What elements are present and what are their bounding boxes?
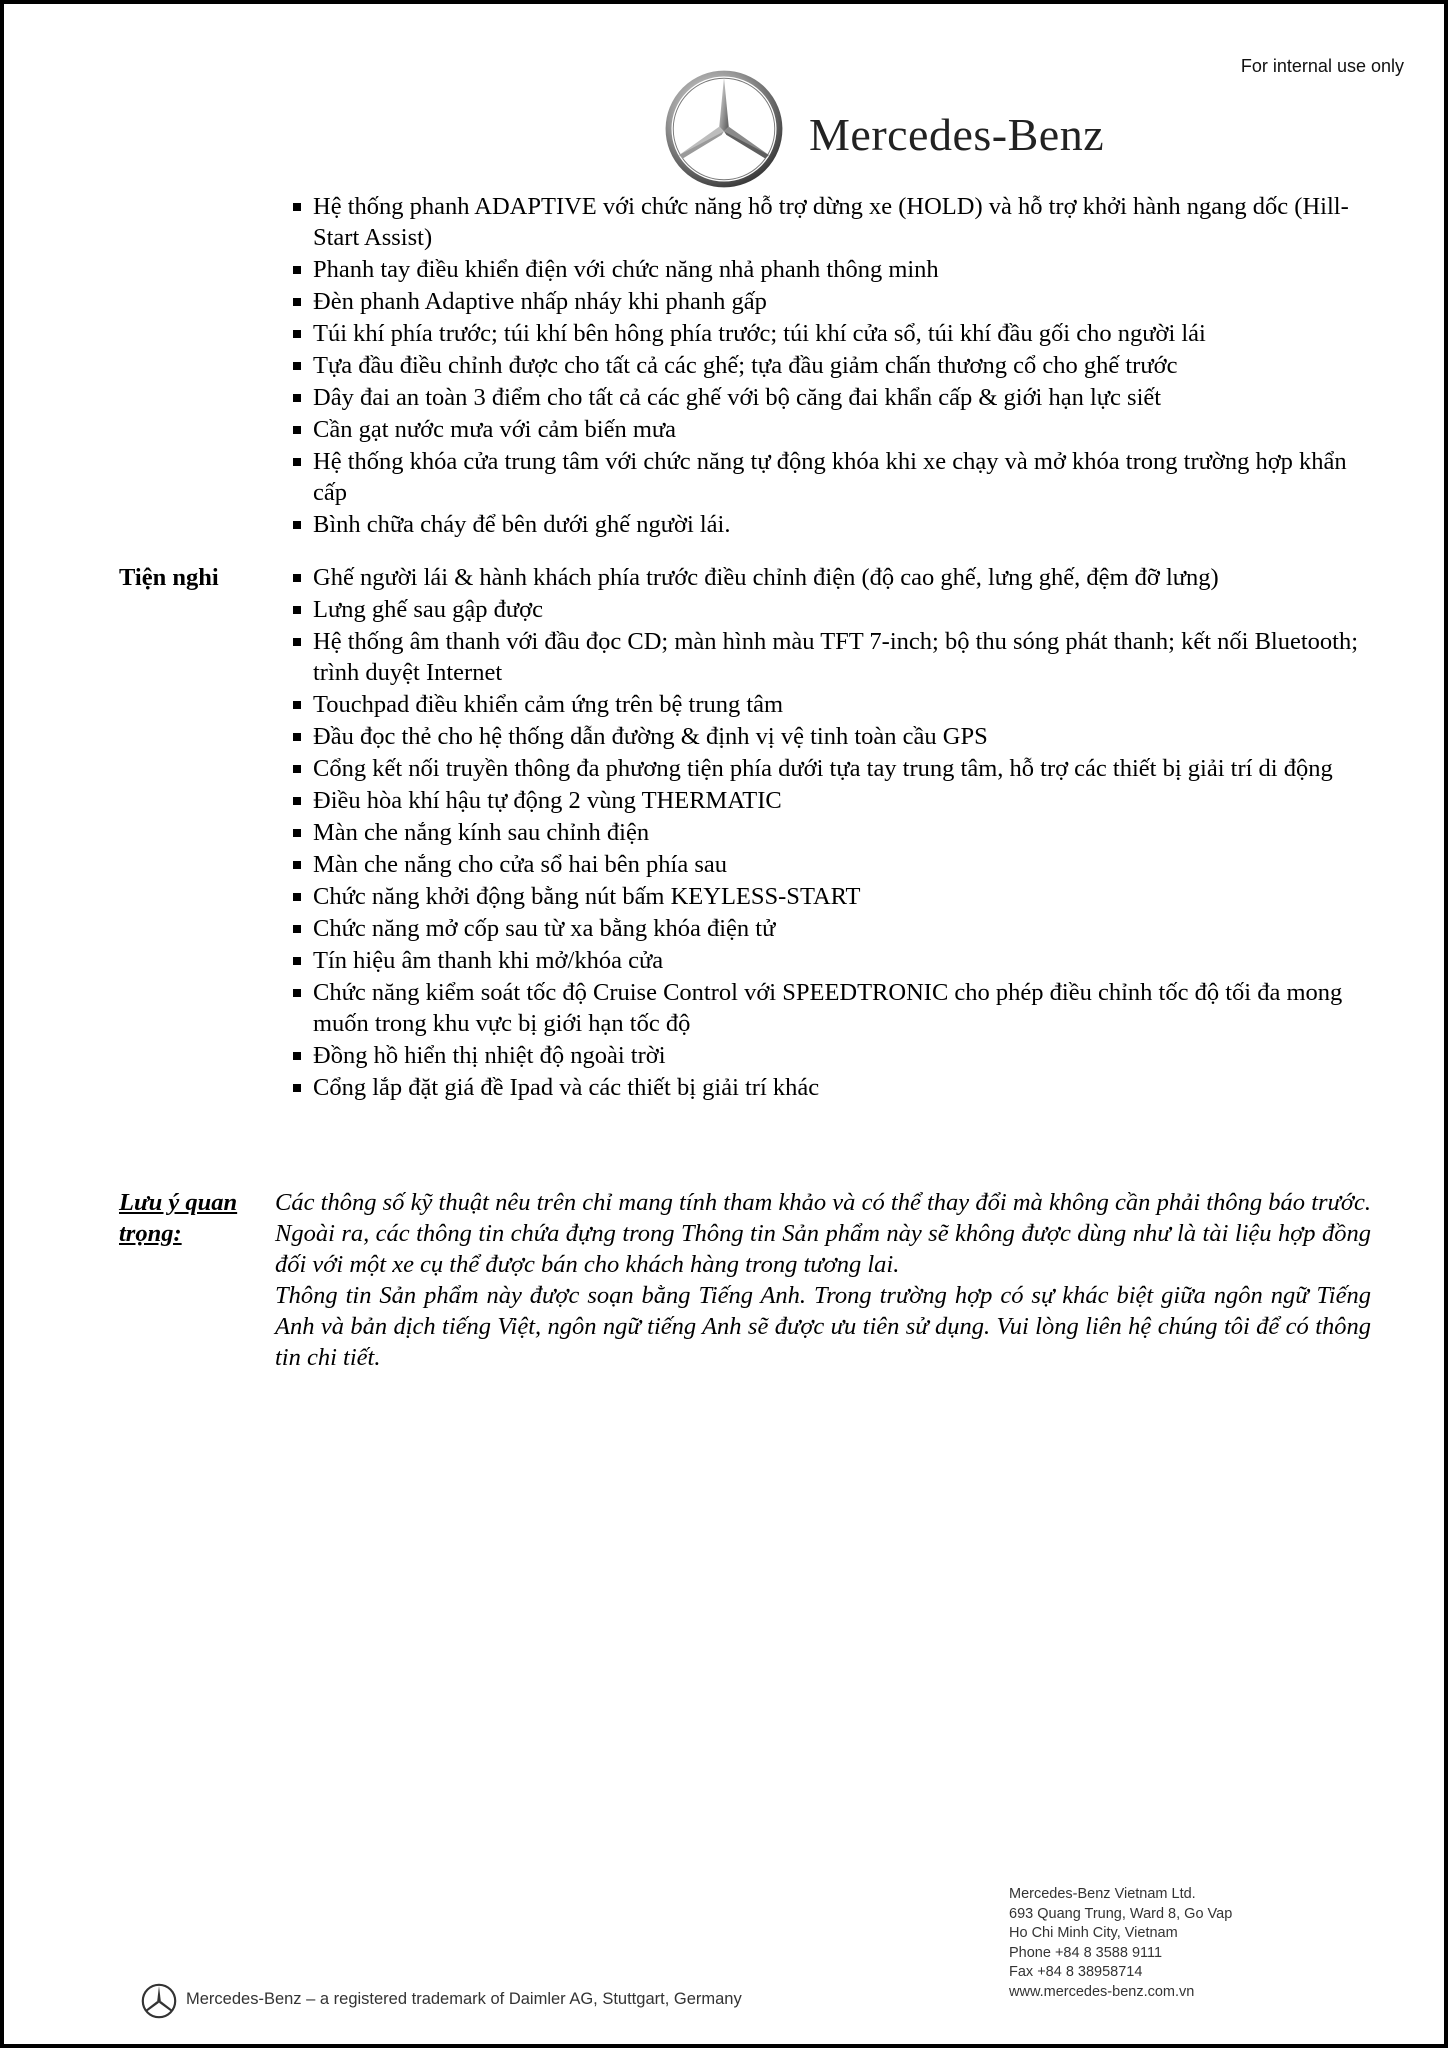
trademark-notice: Mercedes-Benz – a registered trademark of Daimler AG, Stuttgart, Germany [186,1990,742,2008]
list-item [293,414,1371,445]
list-item-text: Màn che nắng kính sau chỉnh điện [313,819,650,846]
list-item-text: Dây đai an toàn 3 điểm cho tất cả các ghế với bộ căng đai khẩn cấp & giới hạn lực siết [313,384,1162,411]
square-bullet-icon [293,394,301,402]
list-item [293,817,1371,848]
list-item-text: Bình chữa cháy để bên dưới ghế người lái. [313,511,731,538]
list-item-text: Tín hiệu âm thanh khi mở/khóa cửa [313,947,664,974]
list-item [293,562,1371,593]
list-item-text: Điều hòa khí hậu tự động 2 vùng THERMATIC [313,787,782,814]
list-item-text: Cần gạt nước mưa với cảm biến mưa [313,416,677,443]
square-bullet-icon [293,925,301,933]
square-bullet-icon [293,362,301,370]
list-item [293,849,1371,880]
list-item-text: Màn che nắng cho cửa sổ hai bên phía sau [313,851,727,878]
list-item-text: Hệ thống khóa cửa trung tâm với chức năng tự động khóa khi xe chạy và mở khóa trong trường hợp khẩn cấp [313,448,1347,506]
square-bullet-icon [293,266,301,274]
list-item [293,318,1371,349]
list-item [293,721,1371,752]
list-item-text: Ghế người lái & hành khách phía trước điều chỉnh điện (độ cao ghế, lưng ghế, đệm đỡ lưng) [313,564,1219,591]
square-bullet-icon [293,606,301,614]
list-item-text: Đồng hồ hiển thị nhiệt độ ngoài trời [313,1042,666,1069]
square-bullet-icon [293,797,301,805]
square-bullet-icon [293,861,301,869]
list-item-text: Cổng lắp đặt giá đề Ipad và các thiết bị giải trí khác [313,1074,820,1101]
phone-line: Phone +84 8 3588 9111 [1009,1944,1163,1961]
square-bullet-icon [293,829,301,837]
square-bullet-icon [293,1084,301,1092]
square-bullet-icon [293,701,301,709]
square-bullet-icon [293,330,301,338]
list-item [293,509,1371,540]
list-item [293,286,1371,317]
list-item [293,785,1371,816]
list-item [293,191,1371,253]
comfort-section-label: Tiện nghi [119,564,219,591]
list-item-text: Hệ thống âm thanh với đầu đọc CD; màn hình màu TFT 7-inch; bộ thu sóng phát thanh; kết nối Bluetooth; trình duyệt Internet [313,628,1359,686]
note-paragraph-2: Thông tin Sản phẩm này được soạn bằng Tiếng Anh. Trong trường hợp có sự khác biệt giữa ngôn ngữ Tiếng Anh và bản dịch tiếng Việt, ngôn ngữ tiếng Anh sẽ được ưu tiên sử dụng. Vui lòng liên hệ chúng tôi để có thông tin chi tiết. [275,1282,1371,1371]
list-item [293,254,1371,285]
square-bullet-icon [293,1052,301,1060]
square-bullet-icon [293,989,301,997]
list-item-text: Cổng kết nối truyền thông đa phương tiện phía dưới tựa tay trung tâm, hỗ trợ các thiết bị giải trí di động [313,755,1333,782]
list-item-text: Phanh tay điều khiển điện với chức năng nhả phanh thông minh [313,256,939,283]
square-bullet-icon [293,458,301,466]
list-item-text: Chức năng kiểm soát tốc độ Cruise Control với SPEEDTRONIC cho phép điều chỉnh tốc độ tối đa mong muốn trong khu vực bị giới hạn tốc độ [313,979,1343,1037]
list-item [293,753,1371,784]
square-bullet-icon [293,733,301,741]
website-link[interactable]: www.mercedes-benz.com.vn [1009,1983,1195,2000]
address-line: Mercedes-Benz Vietnam Ltd. [1009,1886,1196,1902]
list-item [293,1072,1371,1103]
comfort-feature-list [293,562,1371,1104]
square-bullet-icon [293,298,301,306]
brand-wordmark: Mercedes-Benz [809,109,1105,160]
list-item [293,977,1371,1039]
list-item-text: Đèn phanh Adaptive nhấp nháy khi phanh gấp [313,288,767,315]
list-item-text: Chức năng khởi động bằng nút bấm KEYLESS-START [313,883,861,910]
square-bullet-icon [293,203,301,211]
square-bullet-icon [293,426,301,434]
square-bullet-icon [293,765,301,773]
list-item-text: Chức năng mở cốp sau từ xa bằng khóa điện tử [313,915,776,942]
list-item [293,594,1371,625]
fax-line: Fax +84 8 38958714 [1009,1964,1143,1980]
list-item [293,689,1371,720]
square-bullet-icon [293,521,301,529]
square-bullet-icon [293,957,301,965]
list-item [293,626,1371,688]
list-item [293,945,1371,976]
list-item-text: Túi khí phía trước; túi khí bên hông phía trước; túi khí cửa sổ, túi khí đầu gối cho người lái [313,320,1206,347]
list-item [293,382,1371,413]
list-item [293,1040,1371,1071]
list-item [293,350,1371,381]
address-line: Ho Chi Minh City, Vietnam [1009,1925,1178,1941]
important-note-label: Lưu ý quan trọng: [119,1189,238,1247]
internal-use-note: For internal use only [1240,56,1404,76]
mercedes-star-footer-icon [141,1983,177,2019]
square-bullet-icon [293,638,301,646]
square-bullet-icon [293,574,301,582]
mercedes-star-icon [665,70,783,188]
company-address [1009,1885,1232,2002]
list-item [293,446,1371,508]
list-item-text: Đầu đọc thẻ cho hệ thống dẫn đường & định vị vệ tinh toàn cầu GPS [313,723,988,750]
important-note-text [275,1187,1371,1373]
note-paragraph-1: Các thông số kỹ thuật nêu trên chỉ mang tính tham khảo và có thể thay đổi mà không cần phải thông báo trước. Ngoài ra, các thông tin chứa đựng trong Thông tin Sản phẩm này sẽ không được dùng như là tài liệu hợp đồng đối với một xe cụ thể được bán cho khách hàng trong tương lai. [275,1189,1371,1278]
address-line: 693 Quang Trung, Ward 8, Go Vap [1009,1905,1233,1922]
list-item [293,913,1371,944]
list-item-text: Hệ thống phanh ADAPTIVE với chức năng hỗ trợ dừng xe (HOLD) và hỗ trợ khởi hành ngang dốc (Hill-Start Assist) [313,193,1349,251]
list-item-text: Touchpad điều khiển cảm ứng trên bệ trung tâm [313,691,784,718]
square-bullet-icon [293,893,301,901]
safety-feature-list [293,191,1371,541]
list-item-text: Tựa đầu điều chỉnh được cho tất cả các ghế; tựa đầu giảm chấn thương cổ cho ghế trước [313,352,1178,379]
list-item [293,881,1371,912]
list-item-text: Lưng ghế sau gập được [313,596,544,623]
